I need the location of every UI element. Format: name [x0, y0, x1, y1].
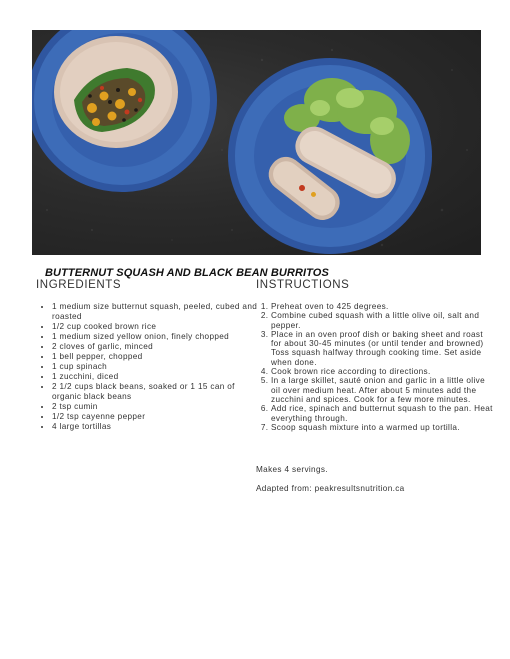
ingredient-item: • 2 cloves of garlic, minced: [52, 342, 266, 352]
recipe-title: BUTTERNUT SQUASH AND BLACK BEAN BURRITOS: [45, 267, 329, 279]
instruction-step: 2. Combine cubed squash with a little olive oil, salt and pepper.: [271, 311, 495, 330]
left-plate: [32, 30, 217, 192]
ingredient-item: • 1 bell pepper, chopped: [52, 352, 266, 362]
instruction-step: 6. Add rice, spinach and butternut squash to the pan. Heat everything through.: [271, 404, 495, 423]
ingredients-list: [36, 302, 266, 432]
instruction-step: 3. Place in an oven proof dish or baking sheet and roast for about 30-45 minutes (or until tender and browned) Toss squash halfway through cooking time. Set aside when done.: [271, 330, 495, 367]
ingredient-item: • 1/2 tsp cayenne pepper: [52, 412, 266, 422]
instruction-step: 1. Preheat oven to 425 degrees.: [271, 302, 495, 311]
ingredient-item: • 1/2 cup cooked brown rice: [52, 322, 266, 332]
ingredients-heading: INGREDIENTS: [36, 279, 122, 291]
right-plate: [228, 58, 432, 254]
ingredient-item: • 1 medium sized yellow onion, finely chopped: [52, 332, 266, 342]
instructions-list: [256, 302, 495, 432]
food-illustration: [32, 30, 481, 255]
instruction-step: 4. Cook brown rice according to directions.: [271, 367, 495, 376]
source-note: Adapted from: peakresultsnutrition.ca: [256, 484, 405, 493]
ingredient-item: • 1 cup spinach: [52, 362, 266, 372]
instructions-heading: INSTRUCTIONS: [256, 279, 350, 291]
ingredient-item: • 1 zucchini, diced: [52, 372, 266, 382]
ingredient-item: • 2 1/2 cups black beans, soaked or 1 15 can of organic black beans: [52, 382, 266, 402]
ingredient-item: • 4 large tortillas: [52, 422, 266, 432]
instruction-step: 5. In a large skillet, sauté onion and garlic in a little olive oil over medium heat. After about 5 minutes add the zucchini and spices. Cook for a few more minutes.: [271, 376, 495, 404]
recipe-photo: [32, 30, 481, 255]
servings-note: Makes 4 servings.: [256, 465, 328, 474]
ingredient-item: • 1 medium size butternut squash, peeled, cubed and roasted: [52, 302, 266, 322]
instruction-step: 7. Scoop squash mixture into a warmed up tortilla.: [271, 423, 495, 432]
ingredient-item: • 2 tsp cumin: [52, 402, 266, 412]
